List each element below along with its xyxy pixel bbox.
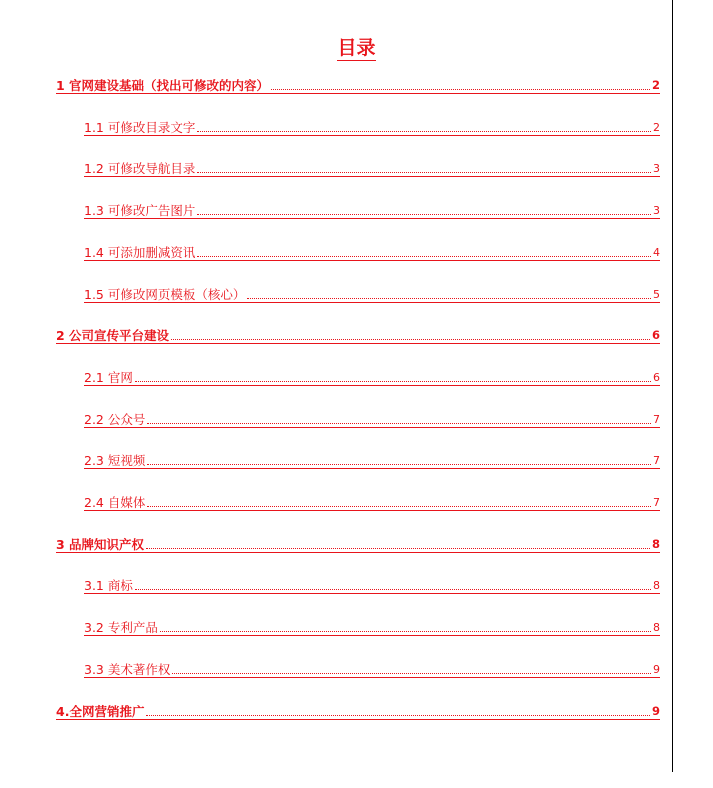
toc-entry-page: 6: [653, 371, 660, 384]
toc-entry-page: 7: [653, 413, 660, 426]
toc-entry[interactable]: [84, 451, 660, 469]
toc-leader: [247, 298, 651, 299]
toc-entry-label: 1.2 可修改导航目录: [84, 161, 196, 176]
toc-leader: [197, 256, 651, 257]
toc-entry-label: 2.4 自媒体: [84, 495, 146, 510]
toc-entry-page: 4: [653, 246, 660, 259]
toc-entry-label: 2.2 公众号: [84, 412, 146, 427]
toc-entry[interactable]: [84, 201, 660, 219]
toc-entry[interactable]: [56, 326, 660, 344]
toc-entry-label: 2.1 官网: [84, 370, 133, 385]
toc-entry-page: 9: [651, 704, 660, 718]
toc-entry-label: 1 官网建设基础（找出可修改的内容）: [56, 78, 270, 93]
toc-entry[interactable]: [84, 243, 660, 261]
toc-entry-label: 3.2 专利产品: [84, 620, 158, 635]
toc-entry-label: 2.3 短视频: [84, 453, 146, 468]
toc-leader: [147, 423, 651, 424]
toc-entry-page: 7: [653, 496, 660, 509]
toc-entry-label: 1.1 可修改目录文字: [84, 120, 196, 135]
toc-leader: [147, 464, 651, 465]
toc-entry-page: 6: [651, 328, 660, 342]
toc-entry[interactable]: [84, 368, 660, 386]
toc-leader: [160, 631, 651, 632]
toc-leader: [172, 673, 651, 674]
toc-leader: [146, 715, 650, 716]
toc-entry-label: 3.1 商标: [84, 578, 133, 593]
toc-entry-label: 1.5 可修改网页模板（核心）: [84, 287, 246, 302]
toc-entry-label: 3 品牌知识产权: [56, 537, 145, 552]
toc-entry[interactable]: [56, 76, 660, 94]
toc-entry-page: 2: [653, 121, 660, 134]
toc-leader: [135, 381, 651, 382]
toc-entry-label: 1.3 可修改广告图片: [84, 203, 196, 218]
toc-entry-page: 2: [651, 78, 660, 92]
toc-entry-label: 1.4 可添加删减资讯: [84, 245, 196, 260]
toc-entry-page: 8: [653, 579, 660, 592]
toc-leader: [147, 506, 651, 507]
toc-entry-page: 3: [653, 204, 660, 217]
toc-entry-page: 5: [653, 288, 660, 301]
toc-entry[interactable]: [56, 535, 660, 553]
toc-leader: [271, 89, 650, 90]
toc-entry-page: 3: [653, 162, 660, 175]
toc-entry-page: 8: [653, 621, 660, 634]
toc-entry[interactable]: [84, 618, 660, 636]
toc-leader: [146, 548, 650, 549]
toc-entry-label: 2 公司宣传平台建设: [56, 328, 170, 343]
toc-leader: [197, 131, 651, 132]
toc-leader: [197, 214, 651, 215]
toc-entry-page: 8: [651, 537, 660, 551]
toc-entry-label: 3.3 美术著作权: [84, 662, 171, 677]
toc-entry[interactable]: [84, 285, 660, 303]
toc-entry[interactable]: [84, 493, 660, 511]
toc-entry[interactable]: [84, 660, 660, 678]
toc-title: 目录: [337, 37, 376, 59]
toc-entry[interactable]: [84, 118, 660, 136]
toc-entry-page: 9: [653, 663, 660, 676]
toc-leader: [171, 339, 650, 340]
toc-entry-label: 4.全网营销推广: [56, 704, 145, 719]
toc-leader: [135, 589, 651, 590]
toc-entry[interactable]: [56, 702, 660, 720]
toc-leader: [197, 172, 651, 173]
toc-entry[interactable]: [84, 576, 660, 594]
toc-entry-page: 7: [653, 454, 660, 467]
toc-entry[interactable]: [84, 159, 660, 177]
toc-entry[interactable]: [84, 410, 660, 428]
